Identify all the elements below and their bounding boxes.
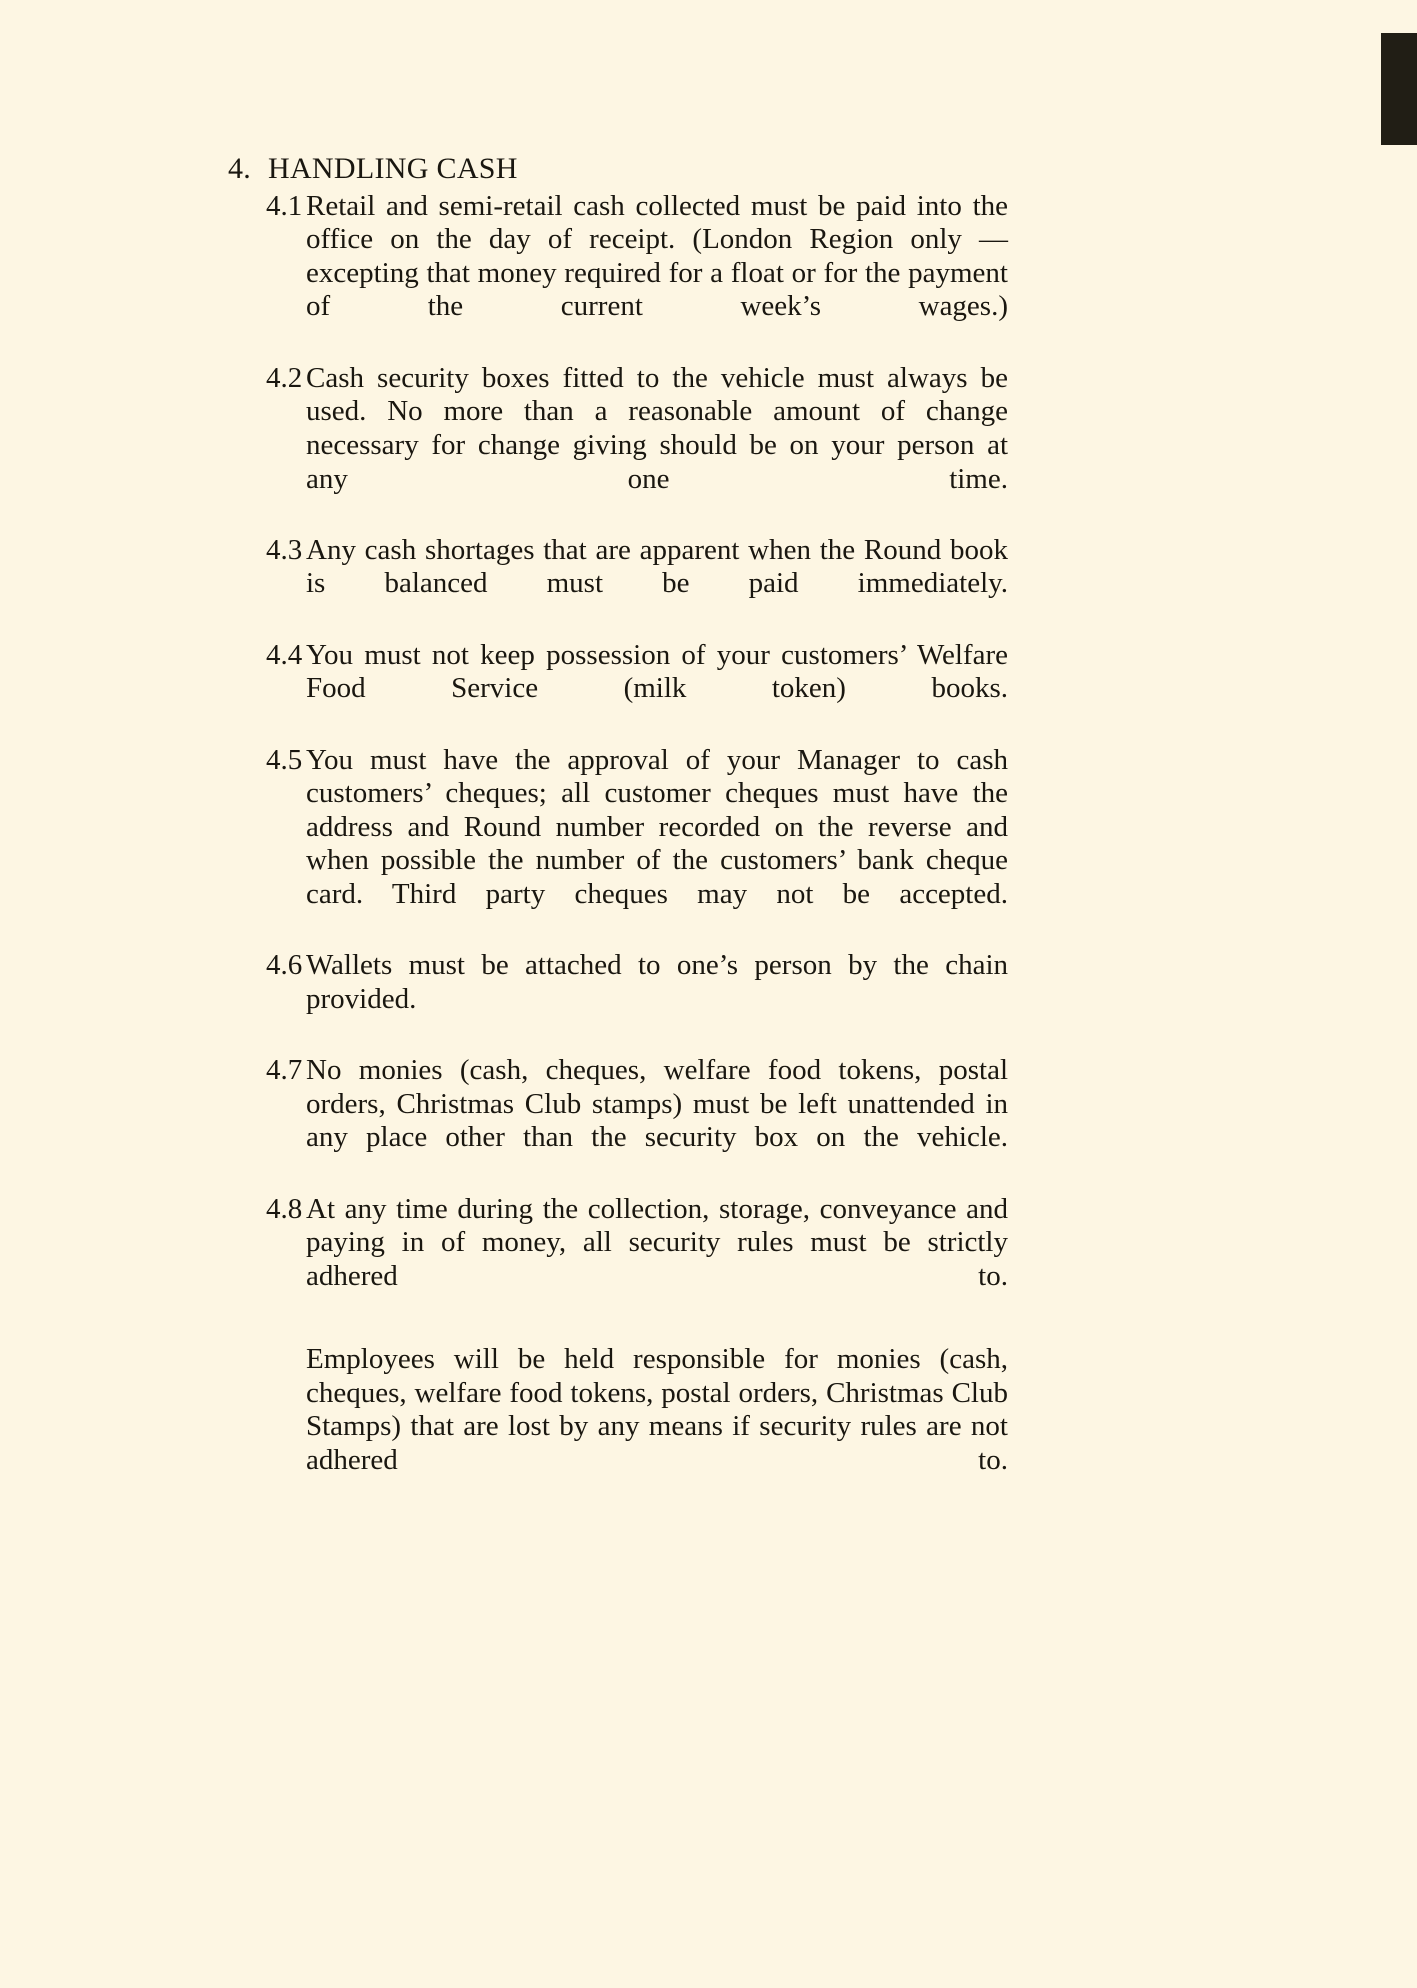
page-edge-index-tab (1381, 33, 1417, 145)
clause-body (306, 949, 1008, 1050)
clause-text: No monies (cash, cheques, welfare food tokens, postal orders, Christmas Club stamps) must be left unattended in any place other than the security box on the vehicle. (306, 1054, 1008, 1154)
clause-number: 4.7 (266, 1054, 303, 1087)
clause-body (306, 744, 1008, 946)
clause-text: You must not keep possession of your customers’ Welfare Food Service (milk token) books. (306, 638, 1008, 705)
clause-4-4 (228, 639, 1008, 740)
clause-text: Wallets must be attached to one’s person by the chain provided. (306, 949, 1008, 1015)
section-number: 4. (228, 152, 252, 185)
clause-4-3 (228, 534, 1008, 635)
clause-text: You must have the approval of your Manager to cash customers’ cheques; all customer cheques must have the address and Round number recorded on the reverse and when possible the number of the customers’ bank cheque card. Third party cheques may not be accepted. (306, 743, 1008, 911)
clause-body (306, 362, 1008, 530)
clause-text: Cash security boxes fitted to the vehicle must always be used. No more than a reasonable amount of change necessary for change giving should be on your person at any one time. (306, 361, 1008, 495)
clause-text: At any time during the collection, storage, conveyance and paying in of money, all security rules must be strictly adhered to. (306, 1192, 1008, 1292)
clause-body (306, 1193, 1008, 1512)
clause-4-1 (228, 190, 1008, 358)
clause-body (306, 534, 1008, 635)
section-heading (228, 152, 1008, 186)
clause-continuation-text: Employees will be held responsible for monies (cash, cheques, welfare food tokens, postal orders, Christmas Club Stamps) that are lost by any means if security rules are not adhered to. (306, 1343, 1008, 1477)
clause-4-8 (228, 1193, 1008, 1512)
clause-number: 4.1 (266, 189, 303, 222)
clause-body (306, 639, 1008, 740)
clause-text: Any cash shortages that are apparent when the Round book is balanced must be paid immediately. (306, 533, 1008, 600)
clause-number: 4.6 (266, 949, 303, 982)
clause-number: 4.4 (266, 638, 303, 671)
clause-text: Retail and semi-retail cash collected must be paid into the office on the day of receipt. (London Region only — excepting that money required for a float or for the payment of the current week’s wages.) (306, 189, 1008, 323)
document-page (228, 152, 1008, 1511)
clause-number: 4.2 (266, 361, 303, 394)
clause-4-6 (228, 949, 1008, 1050)
clause-4-5 (228, 744, 1008, 946)
clause-4-2 (228, 362, 1008, 530)
clause-number: 4.8 (266, 1192, 303, 1225)
clause-number: 4.3 (266, 533, 303, 566)
clause-body (306, 190, 1008, 358)
section-title: HANDLING CASH (268, 152, 518, 185)
clause-body (306, 1054, 1008, 1189)
clause-number: 4.5 (266, 743, 303, 776)
clause-4-7 (228, 1054, 1008, 1189)
